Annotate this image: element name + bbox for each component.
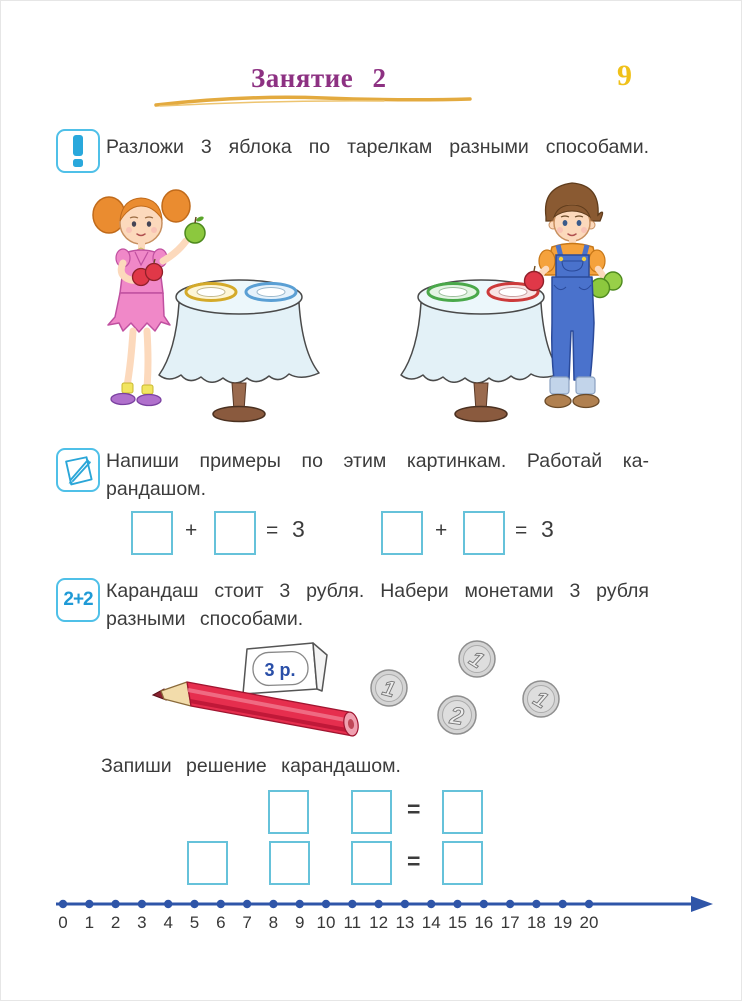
number-line-arrow	[691, 896, 713, 912]
equation2-addend2-box[interactable]	[463, 511, 505, 555]
answer-row1-equals: =	[407, 796, 421, 822]
coin-2-center	[438, 696, 476, 734]
task2-line2: рандашом.	[106, 477, 206, 500]
number-line-label: 16	[474, 913, 494, 932]
number-line	[41, 894, 726, 941]
task3-line1: Карандаш стоит 3 рубля. Набери монетами 3 рубля	[106, 580, 649, 602]
number-line-dot	[506, 900, 514, 908]
plate-blue	[246, 284, 296, 301]
coin-1-right	[523, 681, 559, 717]
number-line-dot	[190, 900, 198, 908]
pencil-and-coins-illustration	[131, 633, 581, 755]
notepad-pencil-icon	[56, 448, 100, 492]
green-apple	[185, 215, 205, 243]
price-tag-label: 3 р.	[264, 660, 296, 680]
number-line-dot	[85, 900, 93, 908]
number-line-label: 9	[294, 913, 305, 932]
number-line-label: 2	[110, 913, 121, 932]
equation1-addend2-box[interactable]	[214, 511, 256, 555]
number-line-label: 5	[189, 913, 200, 932]
green-apples	[591, 272, 623, 298]
number-line-label: 11	[343, 913, 362, 932]
number-line-label: 18	[526, 913, 546, 932]
answer-box[interactable]	[187, 841, 228, 885]
number-line-label: 4	[163, 913, 173, 932]
equation1-addend1-box[interactable]	[131, 511, 173, 555]
plate-yellow	[186, 284, 236, 301]
number-line-dot	[322, 900, 330, 908]
number-line-label: 7	[242, 913, 252, 932]
task3-line2: разными способами.	[106, 607, 304, 630]
equation1-equals: =	[266, 519, 279, 542]
number-line-label: 20	[579, 913, 599, 932]
coin-1-top	[459, 641, 495, 677]
plate-green	[428, 284, 478, 301]
coin-value: 2	[448, 702, 466, 731]
task2-line1: Напиши примеры по этим картинкам. Работай ка-	[106, 450, 649, 472]
number-line-label: 3	[137, 913, 147, 932]
answer-box[interactable]	[351, 841, 392, 885]
answer-row2-equals: =	[407, 848, 421, 874]
number-line-dot	[243, 900, 251, 908]
answer-box[interactable]	[269, 841, 310, 885]
number-line-dot	[164, 900, 172, 908]
number-line-dot	[374, 900, 382, 908]
equation2-addend1-box[interactable]	[381, 511, 423, 555]
number-line-dot	[559, 900, 567, 908]
page-number: 9	[617, 59, 632, 92]
number-line-label: 10	[316, 913, 336, 932]
price-tag	[243, 643, 327, 694]
number-line-dot	[348, 900, 356, 908]
number-line-dot	[532, 900, 540, 908]
task3-text	[106, 578, 649, 633]
coin-value: 1	[379, 674, 398, 703]
answer-box[interactable]	[442, 841, 483, 885]
math-2plus2-label: 2+2	[63, 589, 93, 610]
number-line-dot	[269, 900, 277, 908]
number-line-label: 1	[84, 913, 95, 932]
answer-box[interactable]	[351, 790, 392, 834]
boy-with-apples-illustration	[386, 173, 636, 429]
number-line-label: 12	[369, 913, 389, 932]
equation1-result: 3	[292, 516, 305, 542]
lesson-title: Занятие 2	[251, 63, 387, 93]
number-line-label: 17	[500, 913, 520, 932]
coin-value: 1	[464, 645, 489, 674]
number-line-label: 13	[395, 913, 415, 932]
number-line-label: 15	[448, 913, 467, 932]
number-line-dot	[480, 900, 488, 908]
equation2-equals: =	[515, 519, 528, 542]
number-line-dot	[453, 900, 461, 908]
coin-1-left	[371, 670, 407, 706]
solution-prompt: Запиши решение карандашом.	[101, 755, 401, 777]
number-line-dot	[138, 900, 146, 908]
number-line-label: 19	[553, 913, 573, 932]
number-line-dot	[427, 900, 435, 908]
header-underline-swoosh	[154, 93, 474, 109]
answer-box[interactable]	[442, 790, 483, 834]
equation2-result: 3	[541, 516, 554, 542]
task1-text: Разложи 3 яблока по тарелкам разными способами.	[106, 136, 649, 158]
number-line-dot	[217, 900, 225, 908]
number-line-dot	[296, 900, 304, 908]
girl-with-apples-illustration	[89, 173, 329, 429]
equation2-plus: +	[435, 519, 448, 542]
exclamation-icon	[56, 129, 100, 173]
number-line-label: 14	[421, 913, 441, 932]
task2-text	[106, 448, 649, 503]
number-line-dot	[59, 900, 67, 908]
number-line-dot	[401, 900, 409, 908]
math-2plus2-icon	[56, 578, 100, 622]
coin-value: 1	[529, 685, 553, 714]
number-line-label: 0	[58, 913, 68, 932]
number-line-label: 6	[216, 913, 226, 932]
number-line-label: 8	[268, 913, 279, 932]
answer-box[interactable]	[268, 790, 309, 834]
equation1-plus: +	[185, 519, 198, 542]
number-line-dot	[585, 900, 593, 908]
number-line-dot	[111, 900, 119, 908]
